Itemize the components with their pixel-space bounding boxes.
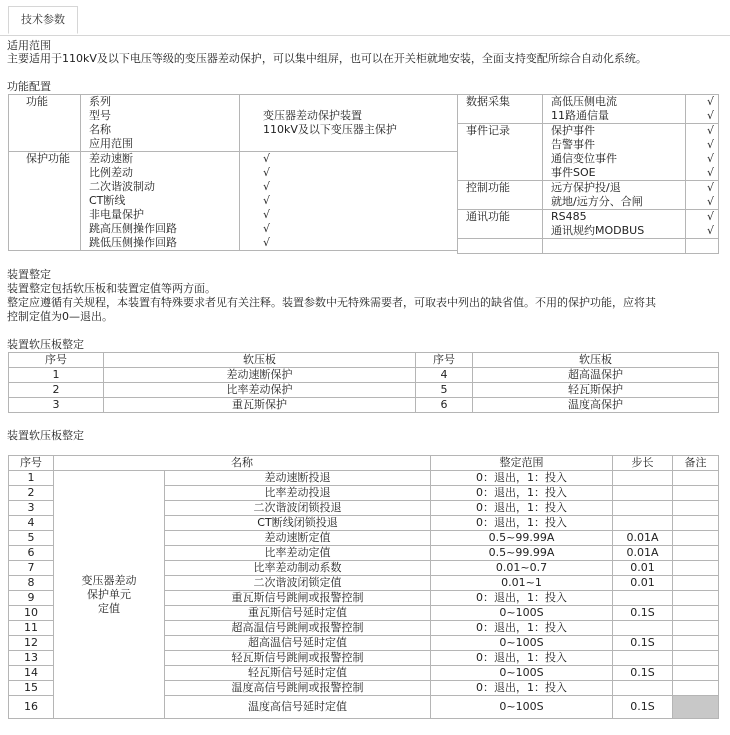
- cell-index: 3: [9, 398, 104, 413]
- cell-name: 轻瓦斯信号延时定值: [165, 666, 431, 681]
- config-data-checks: [686, 95, 719, 124]
- table-row: [9, 383, 719, 398]
- cell-name: CT断线闭锁投退: [165, 516, 431, 531]
- cell-range: 0.01~1: [431, 576, 613, 591]
- check-mark: √: [706, 124, 714, 137]
- cell-remark: [673, 501, 719, 516]
- tab-bar: [0, 0, 730, 36]
- cell-remark: [673, 696, 719, 719]
- cell-remark: [673, 546, 719, 561]
- config-item: 通讯规约MODBUS: [551, 224, 645, 237]
- cell-index: 16: [9, 696, 54, 719]
- cell-index: 3: [9, 501, 54, 516]
- cell-plate: 重瓦斯保护: [104, 398, 416, 413]
- cell-index: 12: [9, 636, 54, 651]
- soft-plate-table: [8, 352, 719, 413]
- cell-step: [613, 516, 673, 531]
- cell-remark: [673, 636, 719, 651]
- check-mark: √: [706, 195, 714, 208]
- config-item: 事件SOE: [551, 166, 596, 179]
- table-header: [9, 456, 719, 471]
- config-item: 就地/远方分、合闸: [551, 195, 643, 208]
- col-header: 步长: [613, 456, 673, 471]
- cell-remark: [673, 576, 719, 591]
- cell-plate: 差动速断保护: [104, 368, 416, 383]
- config-item: 系列: [89, 95, 111, 108]
- cell-remark: [673, 651, 719, 666]
- cell-name: 比率差动制动系数: [165, 561, 431, 576]
- config-value: 110kV及以下变压器主保护: [263, 123, 397, 136]
- config-data-label: 数据采集: [458, 95, 543, 124]
- cell-index: 6: [9, 546, 54, 561]
- cell-range: 0~100S: [431, 606, 613, 621]
- cell-remark: [673, 486, 719, 501]
- cell-name: 比率差动定值: [165, 546, 431, 561]
- config-row-protection: [9, 152, 458, 251]
- config-item: 跳低压侧操作回路: [89, 236, 177, 249]
- cell-name: 超高温信号跳闸或报警控制: [165, 621, 431, 636]
- config-item: 二次谐波制动: [89, 180, 155, 193]
- group-name-cell: [54, 471, 165, 719]
- cell-step: 0.01: [613, 561, 673, 576]
- config-item: 差动速断: [89, 152, 133, 165]
- cell-step: 0.01A: [613, 531, 673, 546]
- config-function-items: [81, 95, 240, 152]
- cell-remark: [673, 621, 719, 636]
- cell-name: 比率差动投退: [165, 486, 431, 501]
- group-name-line: 保护单元: [87, 587, 131, 601]
- config-events-label: 事件记录: [458, 124, 543, 181]
- cell-plate: 比率差动保护: [104, 383, 416, 398]
- check-mark: √: [263, 194, 271, 207]
- cell-name: 重瓦斯信号跳闸或报警控制: [165, 591, 431, 606]
- cell-step: 0.1S: [613, 636, 673, 651]
- scope-text: 主要适用于110kV及以下电压等级的变压器差动保护，可以集中组屏，也可以在开关柜就地安装，全面支持变配所综合自动化系统。: [7, 52, 647, 65]
- config-value: [263, 137, 457, 151]
- cell-index: 4: [416, 368, 473, 383]
- cell-range: 0：退出，1：投入: [431, 516, 613, 531]
- check-mark: √: [263, 152, 271, 165]
- cell-range: 0~100S: [431, 666, 613, 681]
- cell-index: 10: [9, 606, 54, 621]
- col-header: 备注: [673, 456, 719, 471]
- cell-name: 差动速断投退: [165, 471, 431, 486]
- cell-step: 0.1S: [613, 606, 673, 621]
- col-header: 软压板: [104, 353, 416, 368]
- setting-values-body: [9, 456, 719, 719]
- cell-remark: [673, 681, 719, 696]
- cell-remark: [673, 591, 719, 606]
- cell-index: 13: [9, 651, 54, 666]
- cell-index: 14: [9, 666, 54, 681]
- cell-range: 0：退出，1：投入: [431, 651, 613, 666]
- config-comm-items: [543, 210, 686, 239]
- cell-range: 0.5~99.99A: [431, 546, 613, 561]
- col-header: 软压板: [473, 353, 719, 368]
- config-item: RS485: [551, 210, 587, 223]
- config-value: 变压器差动保护装置: [263, 109, 362, 122]
- cell-step: 0.1S: [613, 666, 673, 681]
- config-control-checks: [686, 181, 719, 210]
- cell-index: 7: [9, 561, 54, 576]
- config-item: 告警事件: [551, 138, 595, 151]
- config-comm-label: 通讯功能: [458, 210, 543, 239]
- check-mark: √: [263, 180, 271, 193]
- cell-index: 6: [416, 398, 473, 413]
- check-mark: √: [706, 95, 714, 108]
- config-value: [263, 95, 457, 109]
- config-item: 非电量保护: [89, 208, 144, 221]
- cell-range: 0：退出，1：投入: [431, 486, 613, 501]
- config-right-table: [457, 94, 719, 254]
- config-comm-checks: [686, 210, 719, 239]
- cell-remark: [673, 666, 719, 681]
- config-protection-label: 保护功能: [9, 152, 81, 251]
- config-left-table: [8, 94, 458, 251]
- values-title: 装置软压板整定: [7, 429, 84, 442]
- config-row-function: [9, 95, 458, 152]
- config-control-items: [543, 181, 686, 210]
- cell-range: 0：退出，1：投入: [431, 621, 613, 636]
- cell-name: 差动速断定值: [165, 531, 431, 546]
- table-header: [9, 353, 719, 368]
- cell-range: 0：退出，1：投入: [431, 501, 613, 516]
- config-item: 型号: [89, 109, 111, 122]
- col-header: 整定范围: [431, 456, 613, 471]
- setting-line3: 控制定值为0—退出。: [7, 310, 113, 323]
- check-mark: √: [706, 152, 714, 165]
- cell-remark: [673, 531, 719, 546]
- config-item: 跳高压侧操作回路: [89, 222, 177, 235]
- config-protection-items: [81, 152, 240, 251]
- setting-title: 装置整定: [7, 268, 51, 281]
- cell-plate: 轻瓦斯保护: [473, 383, 719, 398]
- cell-index: 1: [9, 368, 104, 383]
- cell-index: 5: [416, 383, 473, 398]
- check-mark: √: [706, 109, 714, 122]
- cell-step: [613, 651, 673, 666]
- config-item: 应用范围: [89, 137, 133, 150]
- cell-remark: [673, 561, 719, 576]
- cell-step: [613, 621, 673, 636]
- cell-plate: 温度高保护: [473, 398, 719, 413]
- config-row-events: [458, 124, 719, 181]
- cell-name: 轻瓦斯信号跳闸或报警控制: [165, 651, 431, 666]
- config-row-empty: [458, 239, 719, 254]
- cell-step: [613, 471, 673, 486]
- col-header: 序号: [9, 353, 104, 368]
- cell-step: [613, 681, 673, 696]
- table-row: [9, 471, 719, 486]
- cell-name: 重瓦斯信号延时定值: [165, 606, 431, 621]
- cell-name: 温度高信号跳闸或报警控制: [165, 681, 431, 696]
- cell-index: 15: [9, 681, 54, 696]
- cell-name: 二次谐波闭锁投退: [165, 501, 431, 516]
- cell-range: 0.5~99.99A: [431, 531, 613, 546]
- config-row-comm: [458, 210, 719, 239]
- col-header: 名称: [54, 456, 431, 471]
- cell-name: 温度高信号延时定值: [165, 696, 431, 719]
- cell-index: 11: [9, 621, 54, 636]
- config-function-label: 功能: [9, 95, 81, 152]
- cell-remark: [673, 606, 719, 621]
- cell-range: 0：退出，1：投入: [431, 591, 613, 606]
- group-name-line: 定值: [98, 601, 120, 615]
- scope-title: 适用范围: [7, 39, 51, 52]
- cell-index: 1: [9, 471, 54, 486]
- config-item: 比例差动: [89, 166, 133, 179]
- config-item: CT断线: [89, 194, 126, 207]
- config-item: 远方保护投/退: [551, 181, 621, 194]
- check-mark: √: [706, 138, 714, 151]
- check-mark: √: [706, 224, 714, 237]
- cell-step: 0.1S: [613, 696, 673, 719]
- cell-index: 2: [9, 486, 54, 501]
- check-mark: √: [706, 210, 714, 223]
- plate-title: 装置软压板整定: [7, 338, 84, 351]
- cell-index: 2: [9, 383, 104, 398]
- cell-index: 9: [9, 591, 54, 606]
- cell-index: 5: [9, 531, 54, 546]
- cell-name: 二次谐波闭锁定值: [165, 576, 431, 591]
- cell-step: 0.01: [613, 576, 673, 591]
- check-mark: √: [263, 208, 271, 221]
- cell-remark: [673, 471, 719, 486]
- check-mark: √: [263, 236, 271, 249]
- cell-plate: 超高温保护: [473, 368, 719, 383]
- check-mark: √: [263, 166, 271, 179]
- cell-range: 0~100S: [431, 696, 613, 719]
- check-mark: √: [706, 181, 714, 194]
- cell-range: 0~100S: [431, 636, 613, 651]
- config-item: 11路通信量: [551, 109, 609, 122]
- table-row: [9, 398, 719, 413]
- cell-step: [613, 591, 673, 606]
- config-item: 名称: [89, 123, 111, 136]
- check-mark: √: [706, 166, 714, 179]
- config-protection-checks: [240, 152, 458, 251]
- cell-name: 超高温信号延时定值: [165, 636, 431, 651]
- config-row-data: [458, 95, 719, 124]
- config-function-values: [240, 95, 458, 152]
- cell-index: 4: [9, 516, 54, 531]
- cell-range: 0：退出，1：投入: [431, 681, 613, 696]
- config-row-control: [458, 181, 719, 210]
- cell-index: 8: [9, 576, 54, 591]
- col-header: 序号: [416, 353, 473, 368]
- config-events-items: [543, 124, 686, 181]
- col-header: 序号: [9, 456, 54, 471]
- cell-range: 0.01~0.7: [431, 561, 613, 576]
- config-title: 功能配置: [7, 80, 51, 93]
- cell-step: [613, 501, 673, 516]
- table-row: [9, 368, 719, 383]
- config-item: 通信变位事件: [551, 152, 617, 165]
- group-name-line: 变压器差动: [81, 573, 137, 587]
- config-data-items: [543, 95, 686, 124]
- cell-step: [613, 486, 673, 501]
- check-mark: √: [263, 222, 271, 235]
- cell-range: 0：退出，1：投入: [431, 471, 613, 486]
- setting-line2: 整定应遵循有关规程，本装置有特殊要求者见有关注释。装置参数中无特殊需要者，可取表中列出的缺省值。不用的保护功能，应将其: [7, 296, 656, 309]
- config-item: 保护事件: [551, 124, 595, 137]
- setting-values-table: [8, 455, 719, 719]
- config-control-label: 控制功能: [458, 181, 543, 210]
- cell-remark: [673, 516, 719, 531]
- cell-step: 0.01A: [613, 546, 673, 561]
- config-item: 高低压侧电流: [551, 95, 617, 108]
- setting-line1: 装置整定包括软压板和装置定值等两方面。: [7, 282, 216, 295]
- config-events-checks: [686, 124, 719, 181]
- tab-technical-parameters[interactable]: 技术参数: [8, 6, 78, 34]
